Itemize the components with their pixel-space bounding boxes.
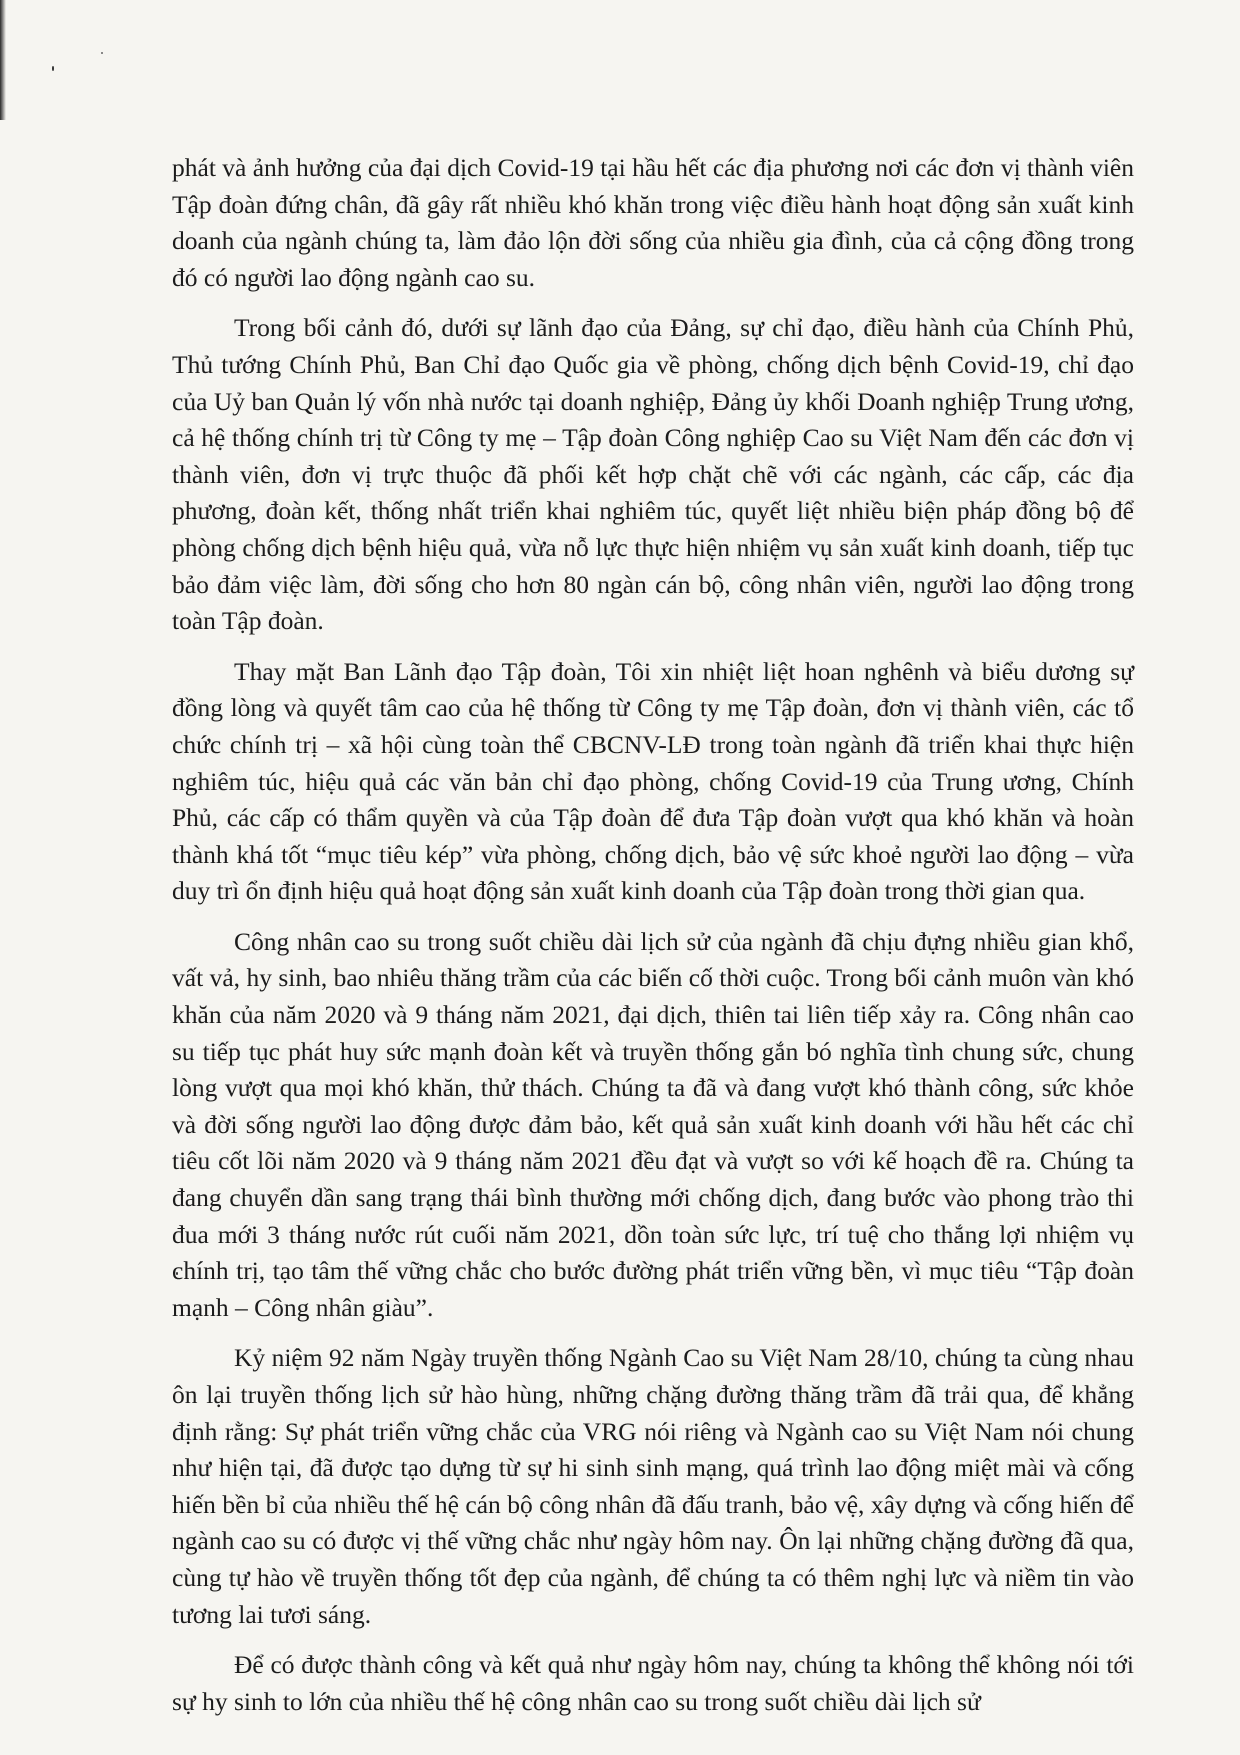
- paragraph-continuation: phát và ảnh hưởng của đại dịch Covid-19 tại hầu hết các địa phương nơi các đơn vị thành viên Tập đoàn đứng chân, đã gây rất nhiều khó khăn trong việc điều hành hoạt động sản xuất kinh doanh của ngành chúng ta, làm đảo lộn đời sống của nhiều gia đình, của cả cộng đồng trong đó có người lao động ngành cao su.: [172, 153, 1134, 292]
- paragraph: Thay mặt Ban Lãnh đạo Tập đoàn, Tôi xin nhiệt liệt hoan nghênh và biểu dương sự đồng lòng và quyết tâm cao của hệ thống từ Công ty mẹ Tập đoàn, đơn vị thành viên, các tổ chức chính trị – xã hội cùng toàn thể CBCNV-LĐ trong toàn ngành đã triển khai thực hiện nghiêm túc, hiệu quả các văn bản chỉ đạo phòng, chống Covid-19 của Trung ương, Chính Phủ, các cấp có thẩm quyền và của Tập đoàn để đưa Tập đoàn vượt qua khó khăn và hoàn thành khá tốt “mục tiêu kép” vừa phòng, chống dịch, bảo vệ sức khoẻ người lao động – vừa duy trì ổn định hiệu quả hoạt động sản xuất kinh doanh của Tập đoàn trong thời gian qua.: [172, 656, 1134, 906]
- paragraph: Công nhân cao su trong suốt chiều dài lịch sử của ngành đã chịu đựng nhiều gian khổ, vất vả, hy sinh, bao nhiêu thăng trầm của các biến cố thời cuộc. Trong bối cảnh muôn vàn khó khăn của năm 2020 và 9 tháng năm 2021, đại dịch, thiên tai liên tiếp xảy ra. Công nhân cao su tiếp tục phát huy sức mạnh đoàn kết và truyền thống gắn bó nghĩa tình chung sức, chung lòng vượt qua mọi khó khăn, thử thách. Chúng ta đã và đang vượt khó thành công, sức khỏe và đời sống người lao động được đảm bảo, kết quả sản xuất kinh doanh với hầu hết các chỉ tiêu cốt lõi năm 2020 và 9 tháng năm 2021 đều đạt và vượt so với kế hoạch đề ra. Chúng ta đang chuyển dần sang trạng thái bình thường mới chống dịch, đang bước vào phong trào thi đua mới 3 tháng nước rút cuối năm 2021, dồn toàn sức lực, trí tuệ cho thắng lợi nhiệm vụ chính trị, tạo tâm thế vững chắc cho bước đường phát triển vững bền, vì mục tiêu “Tập đoàn mạnh – Công nhân giàu”.: [172, 926, 1134, 1322]
- scan-shadow-edge: [0, 0, 6, 120]
- paragraph: Để có được thành công và kết quả như ngày hôm nay, chúng ta không thể không nói tới sự hy sinh to lớn của nhiều thế hệ công nhân cao su trong suốt chiều dài lịch sử: [172, 1650, 1134, 1716]
- paragraph: Trong bối cảnh đó, dưới sự lãnh đạo của Đảng, sự chỉ đạo, điều hành của Chính Phủ, Thủ tướng Chính Phủ, Ban Chỉ đạo Quốc gia về phòng, chống dịch bệnh Covid-19, chỉ đạo của Uỷ ban Quản lý vốn nhà nước tại doanh nghiệp, Đảng ủy khối Doanh nghiệp Trung ương, cả hệ thống chính trị từ Công ty mẹ – Tập đoàn Công nghiệp Cao su Việt Nam đến các đơn vị thành viên, đơn vị trực thuộc đã phối kết hợp chặt chẽ với các ngành, các cấp, các địa phương, đoàn kết, thống nhất triển khai nghiêm túc, quyết liệt nhiều biện pháp đồng bộ để phòng chống dịch bệnh hiệu quả, vừa nỗ lực thực hiện nhiệm vụ sản xuất kinh doanh, tiếp tục bảo đảm việc làm, đời sống cho hơn 80 ngàn cán bộ, công nhân viên, người lao động trong toàn Tập đoàn.: [172, 313, 1134, 636]
- scan-speck: [52, 66, 54, 71]
- document-body: [172, 150, 1134, 1734]
- paragraph: Kỷ niệm 92 năm Ngày truyền thống Ngành Cao su Việt Nam 28/10, chúng ta cùng nhau ôn lại truyền thống lịch sử hào hùng, những chặng đường thăng trầm đã trải qua, để khẳng định rằng: Sự phát triển vững chắc của VRG nói riêng và Ngành cao su Việt Nam nói chung như hiện tại, đã được tạo dựng từ sự hi sinh sinh mạng, quá trình lao động miệt mài và cống hiến bền bỉ của nhiều thế hệ cán bộ công nhân đã đấu tranh, bảo vệ, xây dựng và cống hiến để ngành cao su có được vị thế vững chắc như ngày hôm nay. Ôn lại những chặng đường đã qua, cùng tự hào về truyền thống tốt đẹp của ngành, để chúng ta có thêm nghị lực và niềm tin vào tương lai tươi sáng.: [172, 1343, 1134, 1629]
- scan-speck: [101, 52, 103, 54]
